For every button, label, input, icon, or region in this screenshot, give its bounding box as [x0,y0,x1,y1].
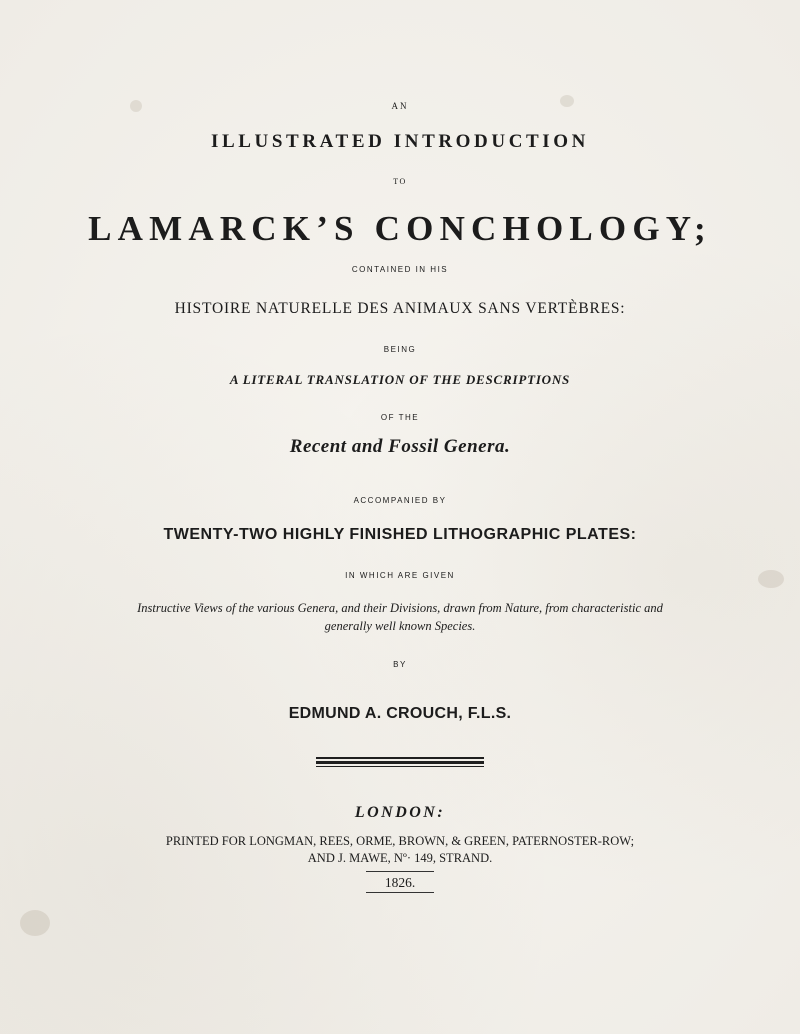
literal-translation-text: A LITERAL TRANSLATION OF THE DESCRIPTIONS [229,372,571,387]
by-text: BY [393,660,407,669]
being-text: BEING [383,345,417,354]
of-the-text: OF THE [380,413,420,422]
accompanied-by-text: ACCOMPANIED BY [353,496,447,505]
title-line-1: ILLUSTRATED INTRODUCTION [211,131,589,152]
decorative-rule [316,766,484,767]
blackletter-genera-line: Recent and Fossil Genera. [289,436,511,457]
year-rule-top [366,871,434,872]
imprint-city: LONDON: [354,804,446,821]
to-text: TO [393,177,407,186]
instructive-views-line-2: generally well known Species. [324,619,476,633]
foxing-spot [20,910,50,936]
decorative-rule [316,761,484,764]
plates-text: TWENTY-TWO HIGHLY FINISHED LITHOGRAPHIC PLATES: [163,526,637,543]
author-name: EDMUND A. CROUCH, F.L.S. [288,705,512,722]
year-rule-bottom [366,892,434,893]
contained-in-his-text: CONTAINED IN HIS [351,265,449,274]
publication-year: 1826. [384,875,416,890]
imprint-line-2: AND J. MAWE, Nº· 149, STRAND. [307,851,493,865]
in-which-are-given-text: IN WHICH ARE GIVEN [345,571,455,580]
an-text: AN [391,101,409,111]
work-title: HISTOIRE NATURELLE DES ANIMAUX SANS VERTÈBRES: [174,300,626,317]
decorative-rule [316,757,484,759]
instructive-views-line-1: Instructive Views of the various Genera, and their Divisions, drawn from Nature, from characteristic and [137,601,663,615]
title-line-2: LAMARCK’S CONCHOLOGY; [88,209,712,248]
imprint-line-1: PRINTED FOR LONGMAN, REES, ORME, BROWN, & GREEN, PATERNOSTER-ROW; [165,834,635,848]
